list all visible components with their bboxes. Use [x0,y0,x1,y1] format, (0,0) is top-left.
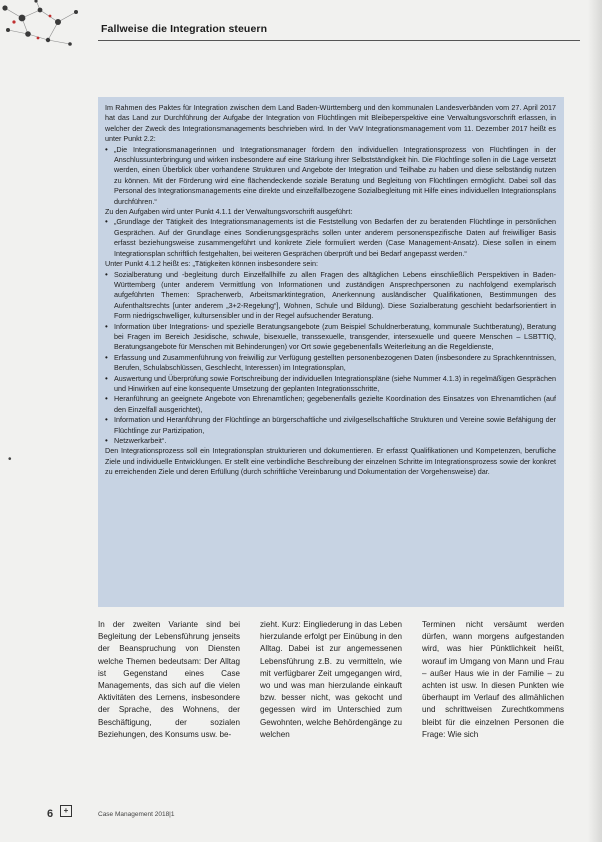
list-item: • Sozialberatung und -begleitung durch Einzelfallhilfe zu allen Fragen des alltäglichen Lebens einschließlich Perspektiven in Baden-Württemberg (unter anderem Vermittlung von Informationen und zuständigen Ansprechpersonen zu nachfolgend exemplarisch aufgeführten Themen: Spracherwerb, Arbeitsmarktintegration, Anerkennung ausländischer Qualifikationen, Bestimmungen des Aufenthaltsrechts [unter anderem „3+2-Regelung“], Wohnen, Schule und Bildung). Diese Sozialberatung geschieht bedarfsorientiert in Form niedrigschwelliger, kultursensibler und in der Regel aufsuchender Beratung. [105,270,556,322]
list-item: • Heranführung an geeignete Angebote von Ehrenamtlichen; gegebenenfalls gezielte Koordination des Einsatzes von Ehrenamtlichen (auf den Einzelfall ausgerichtet), [105,394,556,415]
box-bullets-3 [105,270,556,447]
margin-mark: • [8,454,12,465]
corner-network-graphic [0,0,86,52]
body-column-2: zieht. Kurz: Eingliederung in das Leben hierzulande erfolgt per Einübung in den Alltag. Dabei ist zur angemessenen Lebensführung z.B. zu vermitteln, wie mit verfügbarer Zeit umgegangen wird, wo und was man hierzulande einkauft bzw. besser nicht, was gekocht und gegessen wird im Unterschied zum Gewohnten, welche Behördengänge zu welchen [260,620,402,739]
page-edge-shadow [588,0,602,842]
list-item: • Erfassung und Zusammenführung von freiwillig zur Verfügung gestellten personenbezogenen Daten (insbesondere zu Sprachkenntnissen, Berufen, Schulabschlüssen, Geschlecht, Interessen) im Integrationsplan, [105,353,556,374]
journal-logo-icon: + [60,805,72,817]
body-column-1: In der zweiten Variante sind bei Begleitung der Lebensführung jenseits der Beanspruchung von Diensten welche Themen bedeutsam: Der Alltag ist Gegenstand eines Case Managements, das sich auf die vielen Aktivitäten des Lernens, insbesondere der Sprache, des Wohnens, der Beschäftigung, der sozialen Beziehungen, des Konsums usw. be- [98,620,240,739]
list-item: • „Grundlage der Tätigkeit des Integrationsmanagements ist die Feststellung von Bedarfen der zu beratenden Flüchtlinge in persönlichen Gesprächen. Auf der Grundlage eines Sondierungsgesprächs sollen unter anderem personenspezifische Daten auf freiwilliger Basis erfasst beziehungsweise zusammengeführt und konkrete Ziele formuliert werden (Case Management-Ansatz). Diese sollen in einem Integrationsplan schriftlich festgehalten, bei weiteren Gesprächen überprüft und bei Bedarf angepasst werden.“ [105,217,556,259]
footer-journal: Case Management 2018|1 [98,811,175,818]
body-columns [98,619,564,741]
list-item: • Auswertung und Überprüfung sowie Fortschreibung der individuellen Integrationspläne (siehe Nummer 4.1.3) in regelmäßigen Gesprächen und Hinwirken auf eine konsequente Umsetzung der geplanten Integrationsschritte, [105,374,556,395]
info-box [98,97,564,607]
page-number: 6 [47,808,54,820]
box-paragraph-3: Unter Punkt 4.1.2 heißt es: „Tätigkeiten können insbesondere sein: [105,259,318,269]
box-bullets-1 [105,145,556,207]
box-intro: Im Rahmen des Paktes für Integration zwischen dem Land Baden-Württemberg und den kommunalen Landesverbänden vom 27. April 2017 hat das Land zur Durchführung der Aufgabe der Integration von Flüchtlingen mit Bleibeperspektive eine Verwaltungsvorschrift erlassen, in welcher der Zweck des Integrationsmanagements beschrieben wird. In der VwV Integrationsmanagement vom 11. Dezember 2017 heißt es unter Punkt 2.2: [105,103,556,144]
box-paragraph-2: Zu den Aufgaben wird unter Punkt 4.1.1 der Verwaltungsvorschrift ausgeführt: [105,207,353,217]
list-item: • Information und Heranführung der Flüchtlinge an bürgerschaftliche und zivilgesellschaftliche Strukturen und Vereine sowie Befähigung der Flüchtlinge zur Partizipation, [105,415,556,436]
page-title: Fallweise die Integration steuern [101,23,268,35]
body-column-3: Terminen nicht versäumt werden dürfen, wann morgens aufgestanden wird, was hier Pünktlichkeit heißt, worauf im Umgang von Mann und Frau – außer Haus wie in der Familie – zu achten ist usw. In diesen Punkten wie überhaupt im Verlauf des allmählichen und schrittweisen Zurechtkommens bleibt für die einzelnen Personen die Frage: Wie sich [422,620,564,739]
header-rule [98,40,580,41]
box-bullets-2 [105,217,556,259]
list-item: • „Die Integrationsmanagerinnen und Integrationsmanager fördern den individuellen Integrationsprozess von Flüchtlingen in der Anschlussunterbringung und wirken insbesondere auf eine Stärkung ihrer Selbstständigkeit hin. Die Flüchtlinge sollen in die Lage versetzt werden, einen Überblick über vorhandene Strukturen und Angebote der Integration und Teilhabe zu haben und diese selbständig nutzen zu können. Mit der Förderung wird eine flächendeckende soziale Beratung und Begleitung von Flüchtlingen ermöglicht. Dabei soll das Personal des Integrationsmanagements eine direkte und einzelfallbezogene Sozialbegleitung mit Hilfe eines individuellen Integrationsplans durchführen.“ [105,145,556,207]
list-item: • Information über Integrations- und spezielle Beratungsangebote (zum Beispiel Schuldnerberatung, kommunale Suchtberatung), Beratung bei Fragen im Bereich Jesidische, schwule, bisexuelle, transsexuelle, transgender, intersexuelle und queere Menschen – LSBTTIQ, Beratungsangebote für Menschen mit Behinderungen) vor Ort sowie gegebenenfalls Weiterleitung an die Regeldienste, [105,322,556,353]
list-item: • Netzwerkarbeit“. [105,436,556,446]
box-closing: Den Integrationsprozess soll ein Integrationsplan strukturieren und dokumentieren. Er erfasst Qualifikationen und Kompetenzen, berufliche Ziele und individuelle Entwicklungen. Er stellt eine verbindliche Beschreibung der einzelnen Schritte im Integrationsprozess sowie der konkret zu erreichenden Ziele und deren Erfüllung (durch schriftliche Vereinbarung und Dokumentation der Vorgehensweise) dar. [105,446,556,477]
